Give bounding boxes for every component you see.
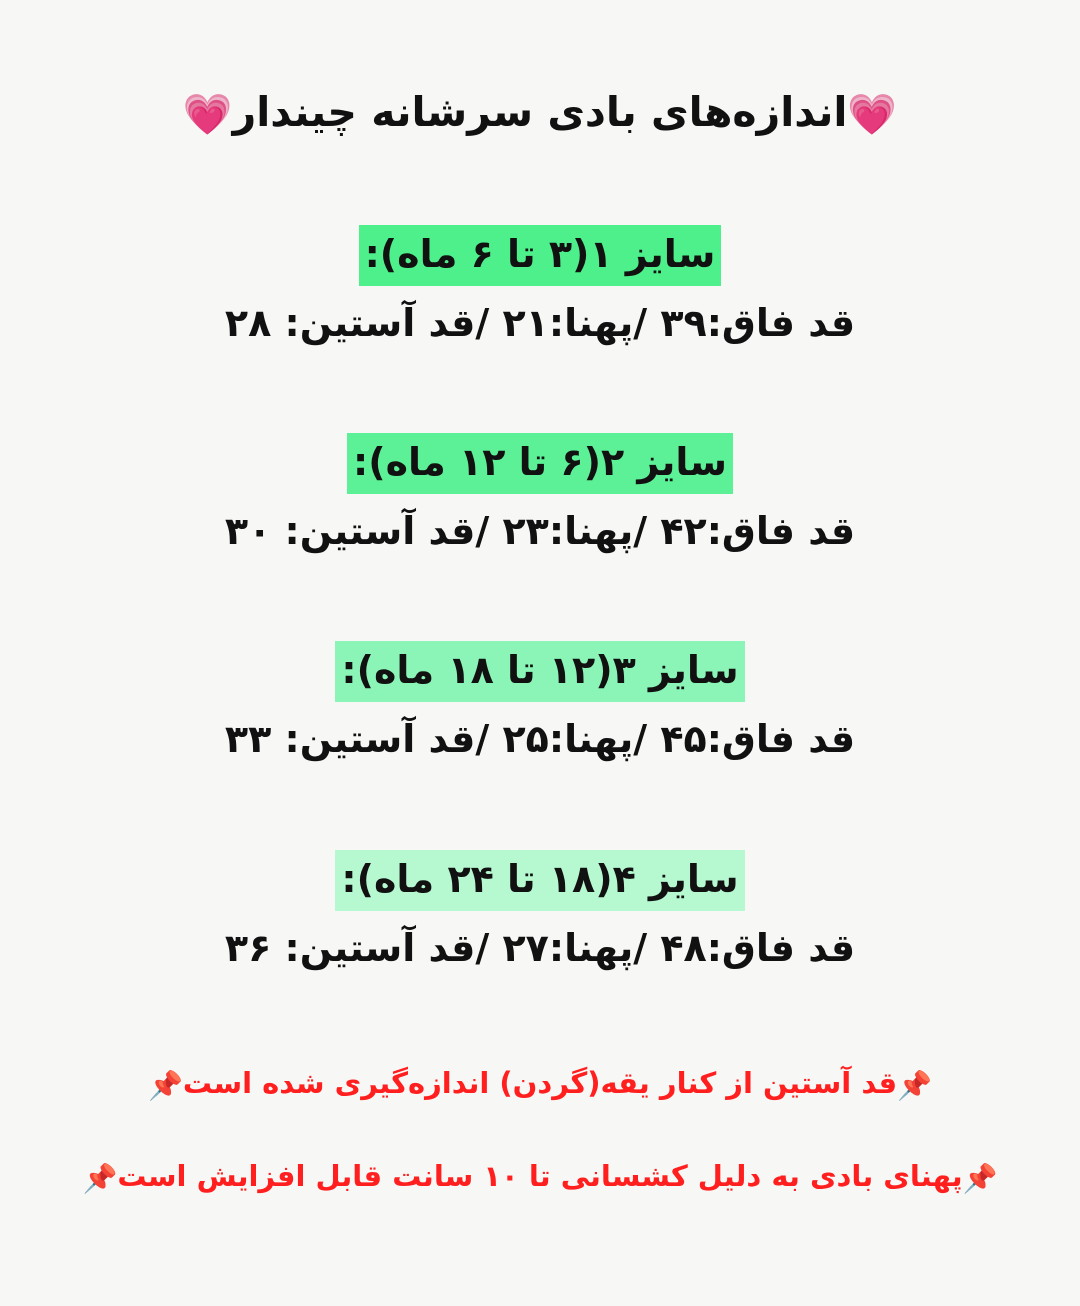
size-label: سایز ۳(۱۲ تا ۱۸ ماه): <box>335 641 744 702</box>
note-text: قد آستین از کنار یقه(گردن) اندازه‌گیری شده است <box>182 1065 898 1100</box>
heart-icon: 💗 <box>182 92 233 138</box>
size-label: سایز ۴(۱۸ تا ۲۴ ماه): <box>335 850 744 911</box>
note-item <box>0 1155 1080 1200</box>
size-measurements: قد فاق:۴۸ /پهنا:۲۷ /قد آستین: ۳۶ <box>224 925 856 970</box>
size-measurements: قد فاق:۴۲ /پهنا:۲۳ /قد آستین: ۳۰ <box>224 509 856 554</box>
heart-icon: 💗 <box>847 92 898 138</box>
size-block <box>0 850 1080 976</box>
pin-icon: 📌 <box>82 1161 118 1195</box>
pin-icon: 📌 <box>148 1068 183 1102</box>
size-block <box>0 225 1080 351</box>
size-label: سایز ۱(۳ تا ۶ ماه): <box>359 225 722 286</box>
size-measurements: قد فاق:۳۹ /پهنا:۲۱ /قد آستین: ۲۸ <box>224 301 856 346</box>
note-item <box>0 1062 1080 1107</box>
pin-icon: 📌 <box>897 1068 932 1102</box>
page-title <box>183 86 897 141</box>
notes-section <box>0 1062 1080 1200</box>
page-title-text: اندازه‌های بادی سرشانه چیندار <box>232 88 848 136</box>
size-block <box>0 641 1080 767</box>
size-measurements: قد فاق:۴۵ /پهنا:۲۵ /قد آستین: ۳۳ <box>224 717 856 762</box>
size-block <box>0 433 1080 559</box>
pin-icon: 📌 <box>962 1161 998 1195</box>
size-label: سایز ۲(۶ تا ۱۲ ماه): <box>347 433 733 494</box>
note-text: پهنای بادی به دلیل کشسانی تا ۱۰ سانت قابل افزایش است <box>117 1158 963 1193</box>
